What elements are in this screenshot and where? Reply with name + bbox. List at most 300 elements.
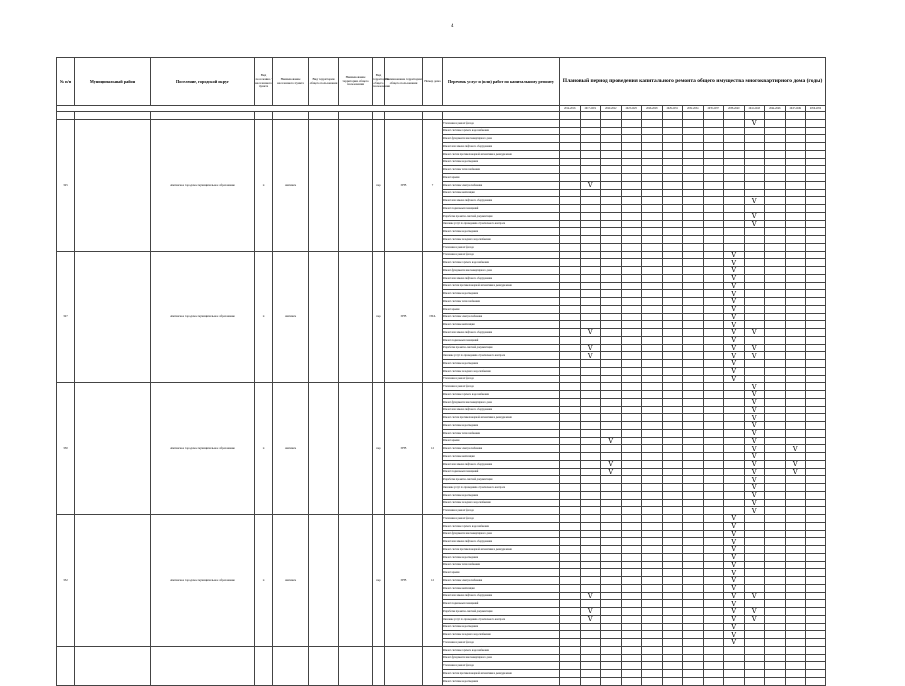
plan-cell (642, 251, 663, 259)
plan-cell (601, 615, 622, 623)
plan-cell (744, 166, 765, 174)
group-1-type: п (255, 251, 273, 383)
plan-cell (703, 522, 724, 530)
plan-cell (683, 158, 704, 166)
work-type-cell: Ремонт или замена лифтового оборудования (443, 143, 560, 151)
plan-cell (662, 484, 683, 492)
plan-cell (785, 344, 806, 352)
plan-cell (580, 383, 601, 391)
plan-cell (642, 437, 663, 445)
table-row (57, 119, 826, 127)
work-type-cell: Оказание услуг по проведению строительного контроля (443, 220, 560, 228)
plan-cell (580, 639, 601, 647)
plan-cell (785, 584, 806, 592)
plan-cell (560, 383, 581, 391)
plan-cell (724, 398, 745, 406)
group-0-type: п (255, 119, 273, 251)
plan-cell (806, 205, 826, 213)
plan-mark: V (580, 329, 601, 337)
plan-mark: V (785, 460, 806, 468)
plan-cell (642, 422, 663, 430)
plan-cell (601, 181, 622, 189)
year-header-5: 2029-2031 (662, 106, 683, 112)
blank-cell (765, 112, 786, 120)
plan-cell (601, 530, 622, 538)
blank-cell (373, 112, 385, 120)
plan-cell (662, 352, 683, 360)
plan-cell (621, 391, 642, 399)
plan-cell (765, 236, 786, 244)
plan-cell (560, 220, 581, 228)
plan-cell (765, 437, 786, 445)
plan-cell (662, 631, 683, 639)
plan-cell (601, 212, 622, 220)
plan-mark: V (744, 437, 765, 445)
group-3-type: п (255, 515, 273, 647)
plan-cell (642, 608, 663, 616)
plan-cell (703, 406, 724, 414)
work-type-cell: Ремонт системы вентиляции (443, 189, 560, 197)
plan-cell (662, 414, 683, 422)
plan-cell (621, 251, 642, 259)
plan-cell (785, 522, 806, 530)
plan-cell (806, 476, 826, 484)
plan-mark: V (724, 360, 745, 368)
plan-cell (662, 646, 683, 654)
plan-cell (662, 476, 683, 484)
header-number: № п/п (57, 58, 75, 106)
plan-cell (806, 282, 826, 290)
plan-cell (601, 298, 622, 306)
plan-cell (785, 553, 806, 561)
plan-cell (785, 476, 806, 484)
plan-cell (621, 569, 642, 577)
plan-cell (560, 143, 581, 151)
plan-cell (560, 360, 581, 368)
plan-cell (765, 344, 786, 352)
plan-cell (642, 414, 663, 422)
plan-cell (601, 677, 622, 685)
plan-cell (621, 360, 642, 368)
plan-mark: V (724, 577, 745, 585)
plan-cell (744, 150, 765, 158)
plan-cell (765, 662, 786, 670)
plan-mark: V (724, 530, 745, 538)
plan-cell (703, 321, 724, 329)
plan-cell (683, 267, 704, 275)
work-type-cell: Ремонт систем противопожарной автоматики и дымоудаления (443, 282, 560, 290)
plan-cell (683, 259, 704, 267)
plan-cell (580, 662, 601, 670)
plan-cell (765, 267, 786, 275)
plan-cell (642, 127, 663, 135)
plan-cell (601, 135, 622, 143)
plan-cell (683, 445, 704, 453)
plan-cell (642, 181, 663, 189)
group-1-settlement: Амгинское городское муниципальное образование (151, 251, 255, 383)
plan-cell (785, 437, 806, 445)
plan-mark: V (724, 367, 745, 375)
plan-mark: V (744, 414, 765, 422)
plan-cell (765, 592, 786, 600)
plan-cell (621, 507, 642, 515)
plan-mark: V (744, 352, 765, 360)
plan-cell (785, 228, 806, 236)
plan-cell (724, 406, 745, 414)
plan-cell (642, 654, 663, 662)
plan-cell (683, 127, 704, 135)
plan-cell (601, 414, 622, 422)
plan-cell (662, 360, 683, 368)
plan-cell (744, 290, 765, 298)
plan-cell (560, 329, 581, 337)
plan-cell (703, 267, 724, 275)
plan-cell (662, 236, 683, 244)
plan-cell (683, 220, 704, 228)
group-3-street: П+В (385, 515, 423, 647)
plan-cell (621, 321, 642, 329)
plan-cell (765, 561, 786, 569)
plan-cell (703, 561, 724, 569)
plan-cell (683, 608, 704, 616)
plan-cell (785, 491, 806, 499)
plan-cell (683, 515, 704, 523)
group-0-no: 325 (57, 119, 75, 251)
plan-cell (765, 143, 786, 151)
plan-cell (744, 553, 765, 561)
plan-cell (765, 600, 786, 608)
plan-cell (703, 305, 724, 313)
plan-cell (703, 290, 724, 298)
plan-cell (642, 329, 663, 337)
plan-cell (580, 119, 601, 127)
plan-cell (560, 484, 581, 492)
plan-cell (560, 600, 581, 608)
trailing-blank (273, 646, 309, 685)
plan-cell (703, 189, 724, 197)
blank-cell (683, 112, 704, 120)
plan-cell (765, 336, 786, 344)
work-type-cell: Ремонт системы водоотведения (443, 491, 560, 499)
plan-cell (744, 259, 765, 267)
plan-mark: V (724, 336, 745, 344)
header-works-list: Перечень услуг и (или) работ по капитальному ремонту (443, 58, 560, 106)
plan-cell (601, 228, 622, 236)
plan-cell (744, 670, 765, 678)
plan-cell (724, 135, 745, 143)
plan-cell (703, 460, 724, 468)
work-type-cell: Ремонт системы горячего водоснабжения (443, 646, 560, 654)
plan-cell (683, 600, 704, 608)
plan-mark: V (785, 468, 806, 476)
plan-mark: V (744, 476, 765, 484)
plan-cell (601, 654, 622, 662)
plan-cell (642, 135, 663, 143)
plan-cell (601, 336, 622, 344)
plan-cell (683, 639, 704, 647)
plan-cell (785, 174, 806, 182)
plan-cell (642, 236, 663, 244)
work-type-cell: Ремонт фундамента многоквартирного дома (443, 135, 560, 143)
plan-cell (744, 530, 765, 538)
plan-cell (703, 282, 724, 290)
plan-cell (703, 143, 724, 151)
plan-cell (744, 577, 765, 585)
plan-cell (560, 290, 581, 298)
plan-cell (601, 600, 622, 608)
plan-cell (662, 251, 683, 259)
plan-cell (765, 422, 786, 430)
plan-cell (621, 670, 642, 678)
plan-cell (806, 174, 826, 182)
plan-cell (560, 398, 581, 406)
plan-cell (765, 166, 786, 174)
plan-cell (621, 577, 642, 585)
plan-cell (683, 313, 704, 321)
plan-cell (785, 197, 806, 205)
work-type-cell: Ремонт системы вентиляции (443, 321, 560, 329)
table-row (57, 251, 826, 259)
plan-cell (724, 646, 745, 654)
plan-cell (662, 577, 683, 585)
plan-cell (785, 507, 806, 515)
plan-cell (580, 422, 601, 430)
group-1-no: 327 (57, 251, 75, 383)
plan-cell (683, 631, 704, 639)
plan-mark: V (601, 460, 622, 468)
plan-cell (683, 453, 704, 461)
plan-cell (642, 174, 663, 182)
work-type-cell: Ремонт подвальных помещений (443, 205, 560, 213)
plan-cell (724, 383, 745, 391)
plan-cell (806, 305, 826, 313)
group-2-settlement: Амгинское городское муниципальное образование (151, 383, 255, 515)
plan-cell (703, 600, 724, 608)
work-type-cell: Ремонт системы теплоснабжения (443, 298, 560, 306)
group-2-street_type: пер (373, 383, 385, 515)
plan-cell (785, 662, 806, 670)
plan-mark: V (724, 329, 745, 337)
year-header-8: 2038-2040 (724, 106, 745, 112)
group-0-house: 7 (423, 119, 443, 251)
blank-cell (57, 112, 75, 120)
plan-cell (662, 623, 683, 631)
plan-cell (560, 166, 581, 174)
plan-cell (580, 313, 601, 321)
plan-cell (560, 150, 581, 158)
plan-cell (642, 646, 663, 654)
plan-cell (601, 499, 622, 507)
plan-cell (765, 453, 786, 461)
plan-cell (806, 499, 826, 507)
year-header-11: 2047-2049 (785, 106, 806, 112)
work-type-cell: Ремонт системы водоотведения (443, 677, 560, 685)
plan-cell (601, 220, 622, 228)
plan-cell (683, 143, 704, 151)
plan-cell (601, 646, 622, 654)
plan-cell (806, 313, 826, 321)
plan-cell (785, 383, 806, 391)
plan-mark: V (580, 615, 601, 623)
plan-cell (683, 460, 704, 468)
group-1-district (75, 251, 151, 383)
plan-cell (785, 600, 806, 608)
plan-cell (580, 522, 601, 530)
plan-cell (560, 243, 581, 251)
plan-cell (703, 623, 724, 631)
work-type-cell: Ремонт фундамента многоквартирного дома (443, 530, 560, 538)
plan-cell (806, 181, 826, 189)
trailing-blank (255, 646, 273, 685)
group-2-house: 12 (423, 383, 443, 515)
plan-cell (765, 468, 786, 476)
plan-cell (662, 321, 683, 329)
group-1-house: ПТА (423, 251, 443, 383)
plan-mark: V (744, 344, 765, 352)
plan-cell (642, 259, 663, 267)
work-type-cell: Ремонт системы горячего водоснабжения (443, 391, 560, 399)
group-0-settlement: Амгинское городское муниципальное образование (151, 119, 255, 251)
plan-cell (765, 298, 786, 306)
plan-cell (785, 282, 806, 290)
plan-cell (642, 553, 663, 561)
plan-cell (621, 158, 642, 166)
work-type-cell: Ремонт системы вентиляции (443, 453, 560, 461)
blank-cell (423, 112, 443, 120)
plan-cell (724, 654, 745, 662)
plan-cell (580, 499, 601, 507)
plan-cell (662, 445, 683, 453)
plan-cell (765, 181, 786, 189)
plan-cell (765, 282, 786, 290)
plan-cell (601, 608, 622, 616)
plan-cell (785, 484, 806, 492)
plan-mark: V (724, 375, 745, 383)
plan-cell (765, 150, 786, 158)
plan-cell (785, 321, 806, 329)
plan-cell (703, 375, 724, 383)
plan-cell (785, 360, 806, 368)
plan-cell (683, 484, 704, 492)
plan-cell (765, 670, 786, 678)
plan-cell (806, 336, 826, 344)
plan-cell (662, 305, 683, 313)
plan-cell (765, 391, 786, 399)
plan-mark: V (580, 344, 601, 352)
plan-cell (621, 143, 642, 151)
plan-cell (662, 150, 683, 158)
plan-cell (806, 352, 826, 360)
group-2-type: п (255, 383, 273, 515)
plan-cell (683, 197, 704, 205)
plan-cell (580, 375, 601, 383)
plan-cell (683, 352, 704, 360)
plan-cell (765, 274, 786, 282)
plan-cell (785, 631, 806, 639)
plan-cell (765, 584, 786, 592)
plan-cell (765, 499, 786, 507)
plan-cell (560, 406, 581, 414)
plan-cell (662, 367, 683, 375)
header-house-number: Номер дома (423, 58, 443, 106)
plan-cell (703, 546, 724, 554)
plan-cell (560, 631, 581, 639)
plan-mark: V (744, 445, 765, 453)
work-type-cell: Ремонт системы холодного водоснабжения (443, 631, 560, 639)
header-street-type: Вид территории общего пользования (373, 58, 385, 106)
plan-cell (580, 143, 601, 151)
plan-cell (683, 135, 704, 143)
plan-cell (662, 422, 683, 430)
plan-cell (765, 677, 786, 685)
plan-cell (601, 189, 622, 197)
plan-cell (662, 538, 683, 546)
plan-cell (785, 538, 806, 546)
work-type-cell: Оказание услуг по проведению строительного контроля (443, 484, 560, 492)
plan-cell (703, 367, 724, 375)
table-body (57, 112, 826, 686)
group-1-street: П+В (385, 251, 423, 383)
plan-cell (785, 119, 806, 127)
plan-cell (724, 143, 745, 151)
plan-cell (621, 422, 642, 430)
plan-cell (621, 522, 642, 530)
plan-cell (683, 530, 704, 538)
table-row (57, 383, 826, 391)
plan-cell (642, 577, 663, 585)
plan-cell (560, 468, 581, 476)
plan-cell (580, 274, 601, 282)
group-2-street: П+В (385, 383, 423, 515)
plan-cell (580, 290, 601, 298)
trailing-blank (423, 646, 443, 685)
plan-cell (580, 212, 601, 220)
plan-cell (662, 608, 683, 616)
plan-cell (621, 600, 642, 608)
plan-cell (785, 398, 806, 406)
plan-cell (765, 631, 786, 639)
plan-cell (662, 267, 683, 275)
plan-cell (601, 197, 622, 205)
plan-cell (703, 243, 724, 251)
plan-cell (621, 677, 642, 685)
plan-cell (724, 460, 745, 468)
plan-cell (662, 166, 683, 174)
plan-cell (662, 344, 683, 352)
plan-cell (806, 522, 826, 530)
plan-cell (601, 484, 622, 492)
plan-cell (765, 313, 786, 321)
plan-cell (724, 445, 745, 453)
plan-cell (703, 437, 724, 445)
plan-cell (621, 468, 642, 476)
plan-cell (703, 336, 724, 344)
plan-cell (601, 639, 622, 647)
work-type-cell: Ремонт системы водоотведения (443, 360, 560, 368)
plan-cell (806, 584, 826, 592)
plan-cell (785, 127, 806, 135)
plan-cell (560, 499, 581, 507)
plan-cell (580, 197, 601, 205)
trailing-blank (373, 646, 385, 685)
plan-cell (765, 290, 786, 298)
plan-mark: V (744, 499, 765, 507)
plan-cell (580, 530, 601, 538)
plan-mark: V (724, 569, 745, 577)
group-1-locality: Амгинск (273, 251, 309, 383)
work-type-cell: Ремонт или замена лифтового оборудования (443, 538, 560, 546)
plan-cell (621, 460, 642, 468)
